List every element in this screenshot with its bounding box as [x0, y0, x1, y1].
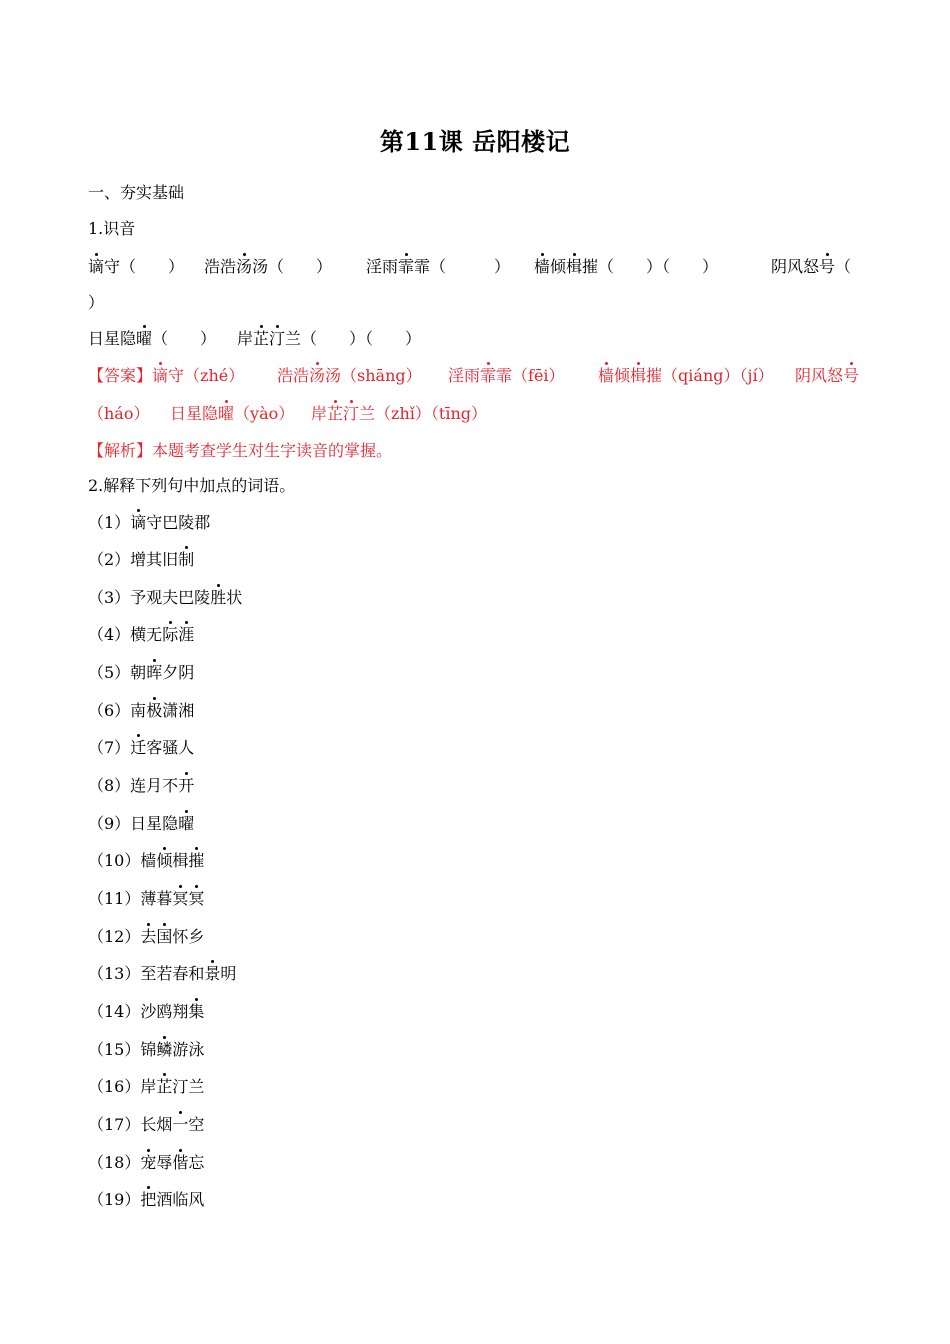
answer-item: 淫雨霏霏（fēi） — [448, 366, 565, 385]
question-item: （5）朝晖夕阴 — [88, 663, 195, 682]
answer-item: 浩浩汤汤（shāng） — [277, 366, 422, 385]
answer-tag: 【答案】 — [88, 366, 153, 385]
analysis-tag: 【解析】 — [88, 441, 153, 460]
pinyin-item: 阴风怒号（ — [771, 257, 852, 276]
pinyin-item: 樯倾楫摧（ ）（ ） — [534, 257, 719, 276]
question-item: （15）锦鳞游泳 — [88, 1040, 205, 1059]
pinyin-item-continued: ） — [88, 293, 105, 312]
question-item: （2）增其旧制 — [88, 550, 195, 569]
question-item: （10）樯倾楫摧 — [88, 851, 205, 870]
question-item: （4）横无际涯 — [88, 625, 195, 644]
question-item: （1）谪守巴陵郡 — [88, 513, 211, 532]
answer-item: 岸芷汀兰（zhǐ）（tīng） — [311, 404, 487, 423]
answer-item: 日星隐曜（yào） — [170, 404, 295, 423]
question-item: （16）岸芷汀兰 — [88, 1077, 205, 1096]
question-item: （9）日星隐曜 — [88, 814, 195, 833]
pinyin-item: 日星隐曜（ ） — [88, 329, 217, 348]
question-item: （14）沙鸥翔集 — [88, 1002, 205, 1021]
pinyin-item: 淫雨霏霏（ ） — [366, 257, 511, 276]
question-item: （12）去国怀乡 — [88, 927, 205, 946]
question-item: （17）长烟一空 — [88, 1115, 205, 1134]
question-item: （7）迁客骚人 — [88, 738, 195, 757]
answer-item: 阴风怒号 — [795, 366, 860, 385]
analysis-text: 本题考查学生对生字读音的掌握。 — [152, 441, 393, 460]
question-item: （19）把酒临风 — [88, 1190, 205, 1209]
question-item: （8）连月不开 — [88, 776, 195, 795]
answer-item: （háo） — [88, 404, 150, 423]
pinyin-item: 岸芷汀兰（ ）（ ） — [237, 329, 422, 348]
pinyin-item: 谪守（ ） — [88, 257, 185, 276]
question-item: （6）南极潇湘 — [88, 701, 195, 720]
answer-line: 【答案】谪守（zhé） — [88, 366, 245, 385]
section-heading: 一、夯实基础 — [88, 183, 185, 202]
question-item: （18）宠辱偕忘 — [88, 1153, 205, 1172]
question-1-label: 1.识音 — [88, 219, 136, 238]
question-item: （11）薄暮冥冥 — [88, 889, 205, 908]
analysis-line — [88, 440, 392, 462]
answer-item: 樯倾楫摧（qiáng）（jí） — [598, 366, 774, 385]
question-item: （13）至若春和景明 — [88, 964, 237, 983]
question-2-label: 2.解释下列句中加点的词语。 — [88, 476, 296, 495]
pinyin-item: 浩浩汤汤（ ） — [204, 257, 333, 276]
question-item: （3）予观夫巴陵胜状 — [88, 588, 243, 607]
page-title: 第11课 岳阳楼记 — [379, 127, 571, 156]
